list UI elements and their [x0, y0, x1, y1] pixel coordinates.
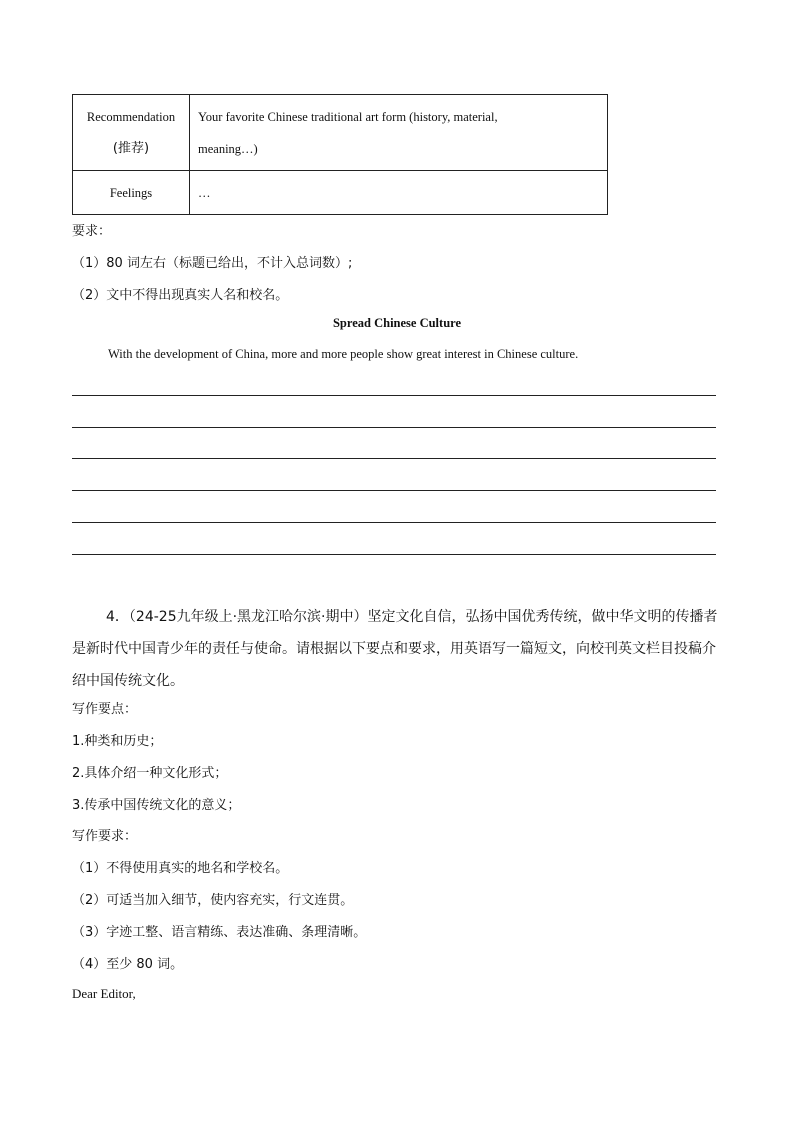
requirements-heading: 要求：: [72, 224, 112, 239]
essay-outline-table: [72, 94, 608, 215]
recommendation-label-cell: [73, 95, 190, 171]
recommendation-label: Recommendation: [86, 109, 176, 124]
feelings-label: Feelings: [73, 171, 190, 215]
essay-title: Spread Chinese Culture: [332, 316, 462, 330]
point-item-2: 2.具体介绍一种文化形式；: [72, 766, 228, 781]
point-item-3: 3.传承中国传统文化的意义；: [72, 798, 241, 813]
requirement-item-1: （1）80 词左右（标题已给出，不计入总词数）;: [72, 256, 353, 271]
question-number: 4．: [106, 609, 129, 625]
writing-line[interactable]: [72, 554, 716, 555]
writing-line[interactable]: [72, 427, 716, 428]
recommendation-label-cn: (推荐): [112, 140, 150, 156]
writing-line[interactable]: [72, 522, 716, 523]
recommendation-text-line1: Your favorite Chinese traditional art form (history, material,: [198, 109, 498, 124]
question-prompt-text: 坚定文化自信，弘扬中国优秀传统，做中华文明的传播者是新时代中国青少年的责任与使命。请根据以下要点和要求，用英语写一篇短文，向校刊英文栏目投稿介绍中国传统文化。: [72, 609, 718, 689]
writing-line[interactable]: [72, 458, 716, 459]
table-row-recommendation: [73, 95, 608, 171]
writing-requirement-4: （4）至少 80 词。: [72, 957, 184, 972]
essay-opening-sentence: With the development of China, more and more people show great interest in Chinese culture.: [108, 347, 579, 361]
writing-line[interactable]: [72, 395, 716, 396]
recommendation-content-cell: [190, 95, 608, 171]
writing-requirement-1: （1）不得使用真实的地名和学校名。: [72, 861, 289, 876]
points-heading: 写作要点：: [72, 702, 138, 717]
writing-requirement-2: （2）可适当加入细节，使内容充实，行文连贯。: [72, 893, 354, 908]
question-4-prompt: [72, 601, 722, 697]
point-item-1: 1.种类和历史；: [72, 734, 163, 749]
table-row-feelings: [73, 171, 608, 215]
writing-requirements-heading: 写作要求：: [72, 829, 138, 844]
recommendation-text-line2: meaning…): [198, 141, 258, 156]
question-source: （24-25九年级上·黑龙江哈尔滨·期中）: [128, 609, 368, 625]
feelings-content: …: [190, 171, 608, 215]
writing-requirement-3: （3）字迹工整、语言精练、表达准确、条理清晰。: [72, 925, 367, 940]
requirement-item-2: （2）文中不得出现真实人名和校名。: [72, 288, 289, 303]
letter-salutation: Dear Editor,: [72, 986, 136, 1001]
writing-line[interactable]: [72, 490, 716, 491]
